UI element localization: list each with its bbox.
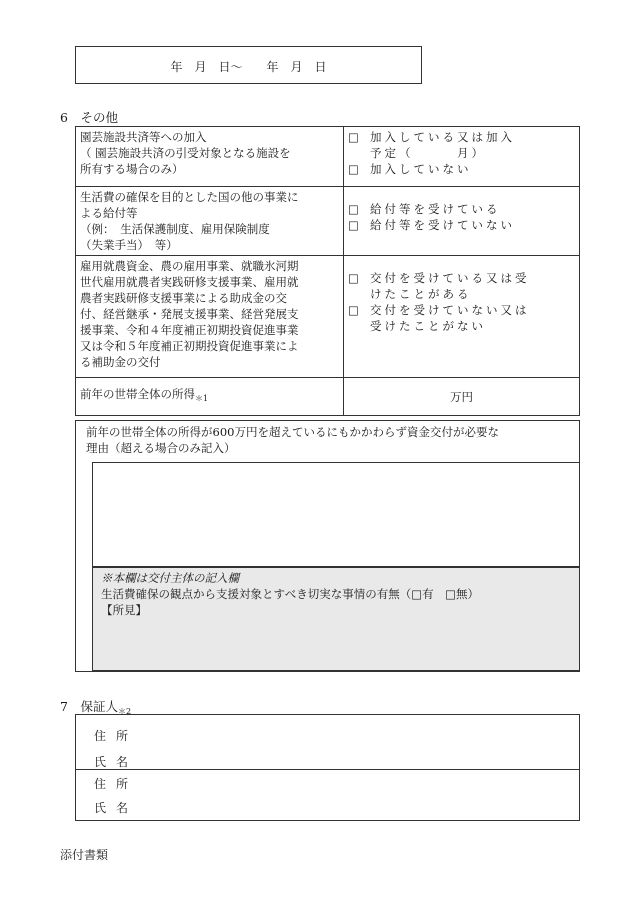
attachments-title: 添付書類 xyxy=(60,848,109,862)
row-label-line: 雇用就農資金、農の雇用事業、就職氷河期 xyxy=(80,259,299,273)
checkbox[interactable]: □ xyxy=(348,202,359,216)
checkbox[interactable]: □ xyxy=(348,162,359,176)
official-note: ※本欄は交付主体の記入欄 xyxy=(101,571,239,585)
row-label-line: 農者実践研修支援事業による助成金の交 xyxy=(80,291,287,305)
checkbox[interactable]: □ xyxy=(348,218,359,232)
period-text: 年 月 日〜 年 月 日 xyxy=(170,60,327,74)
option-text: 給付等を受けている xyxy=(370,202,501,216)
row-label-line: 世代雇用就農者実践研修支援事業、雇用就 xyxy=(80,275,299,289)
row-label-line: る補助金の交付 xyxy=(80,355,161,369)
checkbox[interactable]: □ xyxy=(348,130,359,144)
row-label-line: 生活費の確保を目的とした国の他の事業に xyxy=(80,190,299,204)
option-not-insured[interactable] xyxy=(348,161,575,177)
row-label-line: （失業手当） 等） xyxy=(80,238,178,252)
option-text: 給付等を受けていない xyxy=(370,218,515,232)
row-label-line: 付、経営継承・発展支援事業、経営発展支 xyxy=(80,307,299,321)
income-label-cell xyxy=(76,378,344,416)
option-received[interactable] xyxy=(348,270,575,302)
income-label: 前年の世帯全体の所得 xyxy=(80,387,195,401)
option-text: 交付を受けていない又は xyxy=(370,303,530,317)
name-label: 氏名 xyxy=(94,755,139,769)
option-text: 加入している又は加入 xyxy=(370,130,515,144)
row-label-line: 援事業、令和４年度補正初期投資促進事業 xyxy=(80,323,299,337)
section-7-label: 7 保証人 xyxy=(60,699,118,714)
income-row xyxy=(76,378,580,416)
row-label xyxy=(76,187,344,256)
row-label-line: よる給付等 xyxy=(80,206,138,220)
reason-line: 理由（超える場合のみ記入） xyxy=(86,441,236,455)
official-line: 生活費確保の観点から支援対象とすべき切実な事情の有無（□有 □無） xyxy=(101,587,479,601)
income-value-cell[interactable] xyxy=(344,378,580,416)
option-text: けたことがある xyxy=(370,287,472,301)
official-use-box xyxy=(92,567,580,671)
row-label-line: 又は令和５年度補正初期投資促進事業によ xyxy=(80,339,299,353)
reason-line: 前年の世帯全体の所得が600万円を超えているにもかかわらず資金交付が必要な xyxy=(86,425,499,439)
option-text: 受けたことがない xyxy=(370,319,486,333)
option-insured[interactable] xyxy=(348,129,575,161)
row-label-line: 所有する場合のみ） xyxy=(80,162,184,176)
checkbox[interactable]: □ xyxy=(348,271,359,285)
table-row xyxy=(76,187,580,256)
table-row xyxy=(76,256,580,378)
address-label: 住所 xyxy=(94,729,139,743)
option-text: 予定（ 月） xyxy=(370,146,486,160)
option-not-receiving[interactable] xyxy=(348,217,575,233)
footnote-mark: ＊2 xyxy=(117,707,132,716)
divider xyxy=(76,769,579,770)
footnote-mark: ＊1 xyxy=(195,394,209,403)
address-label: 住所 xyxy=(94,777,139,791)
row-options xyxy=(344,256,580,378)
row-label xyxy=(76,127,344,187)
row-label-line: 園芸施設共済等への加入 xyxy=(80,130,207,144)
income-unit: 万円 xyxy=(450,389,473,404)
row-label-line: （ 園芸施設共済の引受対象となる施設を xyxy=(80,146,291,160)
option-receiving[interactable] xyxy=(348,201,575,217)
name-label: 氏名 xyxy=(94,801,139,815)
row-label xyxy=(76,256,344,378)
reason-input-box[interactable] xyxy=(92,462,580,567)
checkbox[interactable]: □ xyxy=(348,303,359,317)
guarantor-box xyxy=(75,714,580,821)
option-not-received[interactable] xyxy=(348,302,575,334)
period-box xyxy=(75,46,422,84)
row-options xyxy=(344,187,580,256)
table-row xyxy=(76,127,580,187)
option-text: 加入していない xyxy=(370,162,472,176)
section-6-title: 6 その他 xyxy=(60,110,118,125)
row-options xyxy=(344,127,580,187)
official-opinion: 【所見】 xyxy=(101,603,147,617)
other-items-table xyxy=(75,126,580,416)
reason-text xyxy=(86,424,576,456)
row-label-line: （例： 生活保護制度、雇用保険制度 xyxy=(80,222,270,236)
option-text: 交付を受けている又は受 xyxy=(370,271,530,285)
